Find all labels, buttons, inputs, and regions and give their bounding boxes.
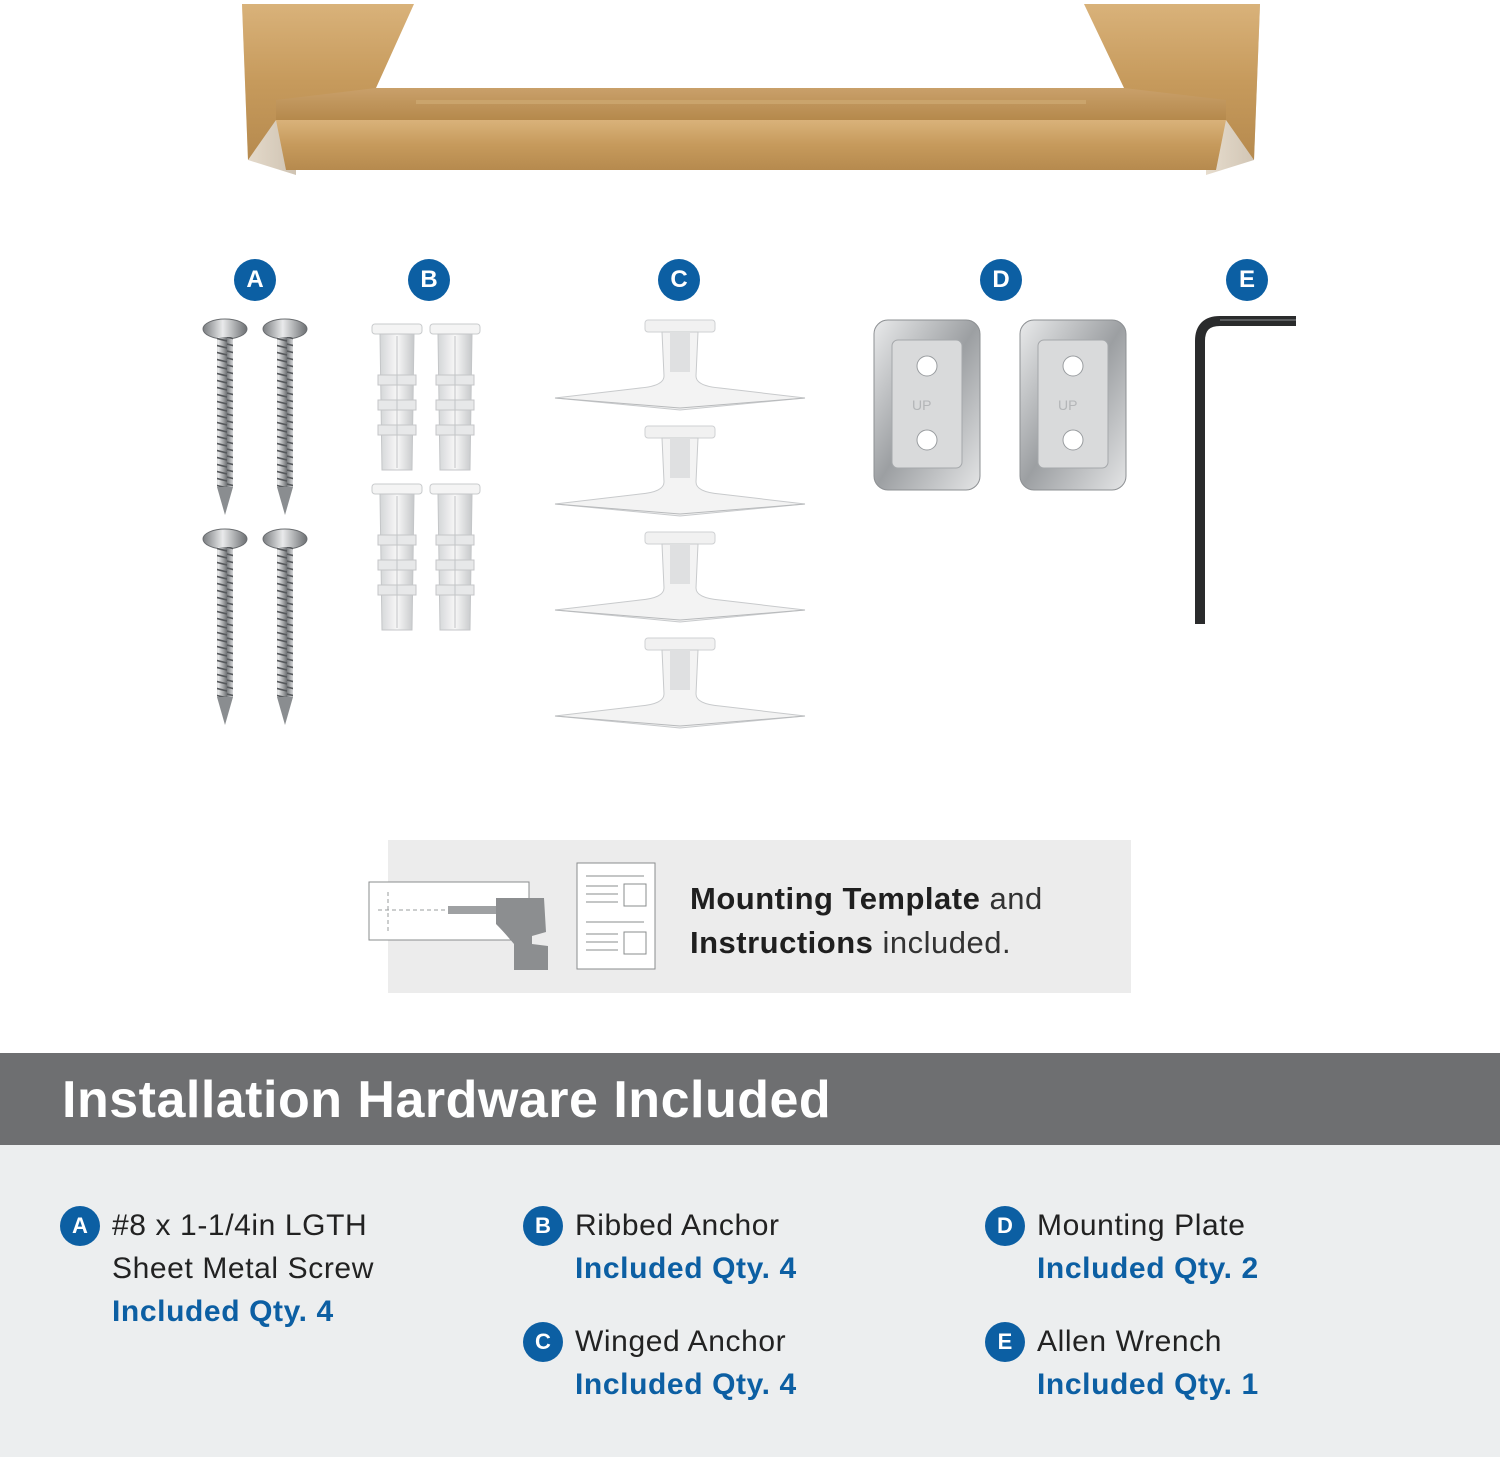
item-b <box>575 1204 797 1290</box>
item-c-qty: Included Qty. 4 <box>575 1368 797 1401</box>
section-title: Installation Hardware Included <box>62 1071 832 1129</box>
plate-up-label: UP <box>912 397 932 413</box>
instructions-bold-label: Instructions <box>690 925 874 960</box>
template-plain-label: and <box>980 881 1043 916</box>
item-a <box>112 1204 374 1333</box>
mounting-plates-image <box>870 318 1132 494</box>
cabinet-pull-handle-image <box>236 0 1266 185</box>
item-a-line-2: Sheet Metal Screw <box>112 1252 374 1285</box>
ribbed-anchors-image <box>370 320 490 635</box>
badge-d: D <box>980 259 1022 301</box>
item-c-line-1: Winged Anchor <box>575 1325 787 1358</box>
sheet-metal-screws-image <box>195 315 315 730</box>
item-d <box>1037 1204 1259 1290</box>
winged-anchors-image <box>550 318 810 733</box>
item-d-line-1: Mounting Plate <box>1037 1209 1246 1242</box>
badge-c: C <box>658 259 700 301</box>
badge-a: A <box>234 259 276 301</box>
item-e-line-1: Allen Wrench <box>1037 1325 1223 1358</box>
item-e-badge: E <box>985 1322 1025 1362</box>
instructions-plain-label: included. <box>873 925 1012 960</box>
allen-wrench-image <box>1190 316 1302 628</box>
drill-template-icon <box>368 862 558 974</box>
item-e <box>1037 1320 1259 1406</box>
item-d-qty: Included Qty. 2 <box>1037 1252 1259 1285</box>
item-c-badge: C <box>523 1322 563 1362</box>
item-b-qty: Included Qty. 4 <box>575 1252 797 1285</box>
item-b-badge: B <box>523 1206 563 1246</box>
instructions-document-icon <box>576 862 658 972</box>
template-instructions-text <box>690 877 1043 965</box>
item-b-line-1: Ribbed Anchor <box>575 1209 780 1242</box>
item-a-line-1: #8 x 1-1/4in LGTH <box>112 1209 368 1242</box>
badge-e: E <box>1226 259 1268 301</box>
template-bold-label: Mounting Template <box>690 881 981 916</box>
item-a-badge: A <box>60 1206 100 1246</box>
plate-up-label: UP <box>1058 397 1078 413</box>
item-d-badge: D <box>985 1206 1025 1246</box>
item-c <box>575 1320 797 1406</box>
badge-b: B <box>408 259 450 301</box>
item-e-qty: Included Qty. 1 <box>1037 1368 1259 1401</box>
item-a-qty: Included Qty. 4 <box>112 1295 334 1328</box>
